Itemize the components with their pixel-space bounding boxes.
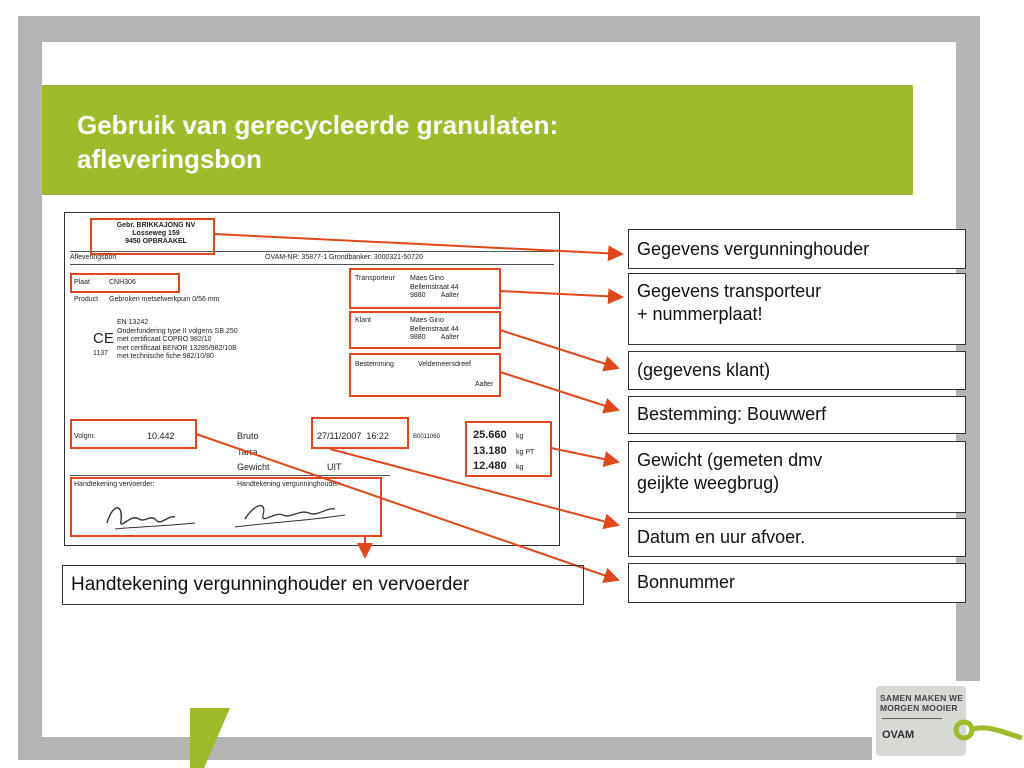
gewicht-label: Gewicht <box>237 462 270 472</box>
tare-weight: 13.180 <box>473 445 507 457</box>
bruto-label: Bruto <box>237 431 259 441</box>
company-name: Gebr. BRIKKAJONG NV <box>116 222 196 229</box>
ovam-number: OVAM-NR: 35877-1 Grondbanker: 3000321-50720 <box>265 254 423 261</box>
datetime-value: 27/11/2007 16:22 <box>317 431 389 441</box>
client-label: Klant <box>355 317 371 324</box>
gross-unit: kg <box>516 433 524 440</box>
label-signature: Handtekening vergunninghouder en vervoerder <box>62 565 584 605</box>
label-date: Datum en uur afvoer. <box>628 518 966 557</box>
sig-driver-label: Handtekening vervoerder: <box>74 481 155 488</box>
product-label: Product <box>74 296 99 303</box>
doc-type: Afleveringsbon <box>70 254 117 261</box>
destination-city: Aalter <box>475 381 494 388</box>
transporter-label: Transporteur <box>355 275 395 282</box>
ce-mark: CE <box>93 330 114 347</box>
product-value: Gebroken metselwerkpuin 0/56 mm <box>109 296 220 303</box>
product-details: EN 13242 Onderfundering type II volgens SB 250 met certificaat COPRO 982/10 met certificaat BENOR 13285/982/10B met technische fiche 982/10/80 <box>117 319 238 360</box>
ce-number: 1137 <box>93 350 109 357</box>
client-value: Maes Gino Bellemstraat 44 9880 Aalter <box>410 317 460 341</box>
logo-tagline: SAMEN MAKEN WE MORGEN MOOIER <box>880 693 964 713</box>
net-unit: kg <box>516 464 524 471</box>
tare-unit: kg PT <box>516 449 535 456</box>
tarra-label: Tarra <box>237 447 258 457</box>
plate-label: Plaat <box>74 279 90 286</box>
label-holder: Gegevens vergunninghouder <box>628 229 966 269</box>
gross-weight: 25.660 <box>473 429 507 441</box>
label-number: Bonnummer <box>628 563 966 603</box>
label-destination: Bestemming: Bouwwerf <box>628 396 966 434</box>
plate-value: CNH306 <box>109 279 136 286</box>
logo-brand: OVAM <box>882 729 915 741</box>
logo-tag-icon <box>952 718 1024 752</box>
destination-label: Bestemming <box>355 361 394 368</box>
net-weight: 12.480 <box>473 460 507 472</box>
slide-title: Gebruik van gerecycleerde granulaten: afleveringsbon <box>77 110 559 174</box>
volg-value: 10.442 <box>147 431 175 441</box>
destination-value: Veldemeersdreef <box>418 361 471 368</box>
company-address: Losseweg 159 <box>132 230 180 237</box>
transporter-value: Maes Gino Bellemstraat 44 9880 Aalter <box>410 275 460 299</box>
label-client: (gegevens klant) <box>628 351 966 390</box>
logo-divider <box>882 718 942 719</box>
weigh-code: B0011060 <box>413 434 440 440</box>
volg-label: Volgnr. <box>74 433 96 440</box>
sig-holder-label: Handtekening vergunninghouder: <box>237 481 341 488</box>
label-transporter: Gegevens transporteur + nummerplaat! <box>628 273 966 345</box>
direction-value: UIT <box>327 462 342 472</box>
label-weight: Gewicht (gemeten dmv geijkte weegbrug) <box>628 441 966 513</box>
company-city: 9450 OPBRAAKEL <box>125 238 187 245</box>
decorative-green-shape <box>190 708 232 768</box>
